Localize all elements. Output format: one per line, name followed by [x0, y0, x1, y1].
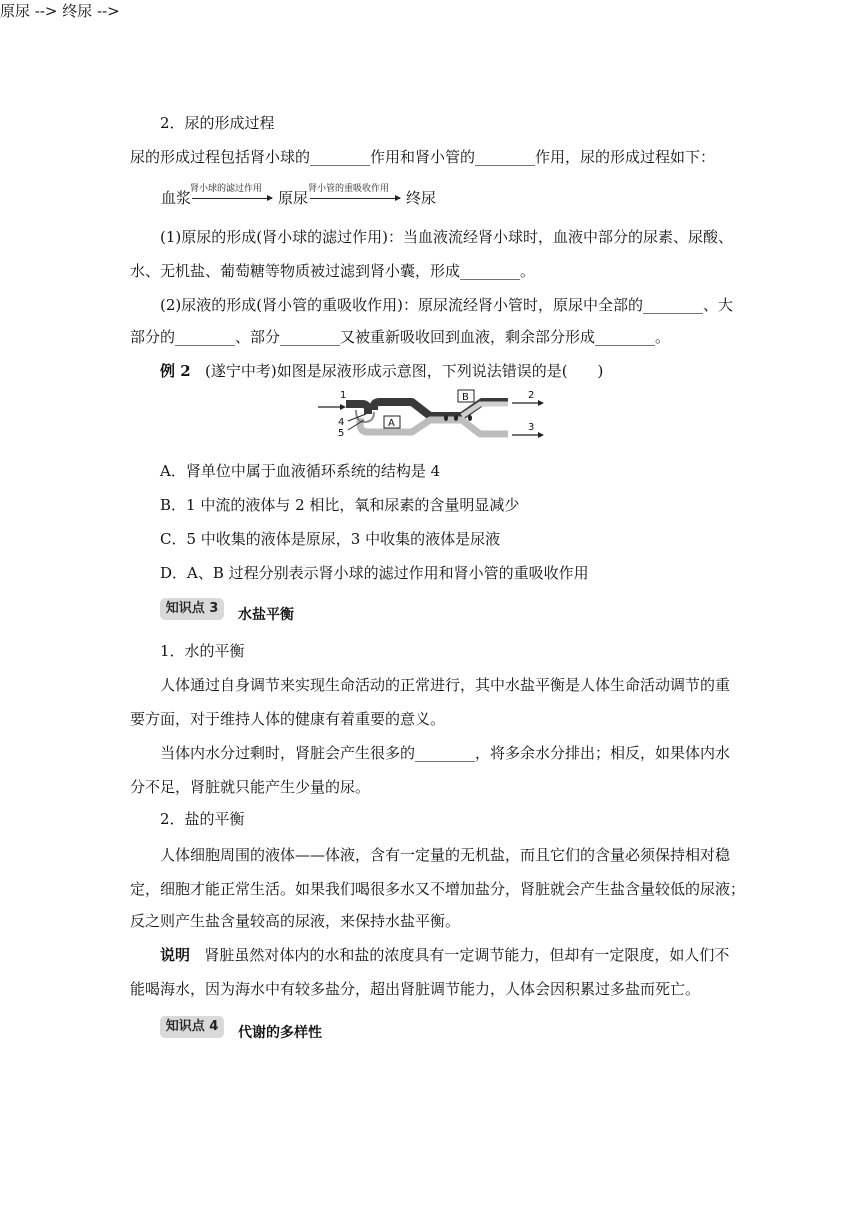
diagram-label-A: A	[388, 418, 395, 429]
option-b: B．1 中流的液体与 2 相比，氧和尿素的含量明显减少	[160, 496, 520, 514]
kp4-title: 代谢的多样性	[238, 1025, 322, 1041]
flow-start: 血浆	[161, 189, 192, 207]
flow-arrow-1	[192, 198, 272, 199]
nephron-svg	[312, 388, 572, 444]
salt-line3: 反之则产生盐含量较高的尿液，来保持水盐平衡。	[130, 912, 461, 930]
note-label: 说明	[160, 946, 191, 964]
diagram-label-B: B	[462, 392, 469, 403]
section-intro: 尿的形成过程包括肾小球的________作用和肾小管的________作用，尿的形成过程如下：	[130, 148, 716, 166]
example-text: (遂宁中考)如图是尿液形成示意图，下列说法错误的是( )	[204, 362, 604, 380]
point2-line1: (2)尿液的形成(肾小管的重吸收作用)：原尿流经肾小管时，原尿中全部的________、大	[160, 296, 733, 314]
example-label: 例 2	[160, 362, 191, 380]
note-text: 肾脏虽然对体内的水和盐的浓度具有一定调节能力，但却有一定限度，如人们不	[204, 946, 730, 964]
salt-line1: 人体细胞周围的液体——体液，含有一定量的无机盐，而且它们的含量必须保持相对稳	[160, 846, 731, 864]
diagram-label-1: 1	[340, 390, 347, 401]
water-p1-line1: 人体通过自身调节来实现生命活动的正常进行，其中水盐平衡是人体生命活动调节的重	[160, 676, 731, 694]
flow-end: 终尿	[406, 189, 437, 207]
water-p2-line1: 当体内水分过剩时，肾脏会产生很多的________，将多余水分排出；相反，如果体内水	[160, 744, 731, 762]
option-a: A．肾单位中属于血液循环系统的结构是 4	[160, 462, 441, 480]
point2-line2: 部分的________、部分________又被重新吸收回到血液，剩余部分形成________。	[130, 328, 671, 346]
section-heading: 2．尿的形成过程	[160, 114, 275, 132]
flow-arrow-2	[310, 198, 400, 199]
diagram-label-3: 3	[528, 422, 535, 433]
diagram-label-5: 5	[338, 428, 345, 439]
kp3-badge: 知识点 3	[160, 598, 224, 620]
salt-heading: 2．盐的平衡	[160, 810, 245, 828]
option-d: D．A、B 过程分别表示肾小球的滤过作用和肾小管的重吸收作用	[160, 564, 589, 582]
example-question	[160, 360, 603, 382]
water-heading: 1．水的平衡	[160, 642, 245, 660]
note-line1	[160, 944, 729, 966]
point1-line2: 水、无机盐、葡萄糖等物质被过滤到肾小囊，形成________。	[130, 262, 536, 280]
water-p1-line2: 要方面，对于维持人体的健康有着重要的意义。	[130, 710, 446, 728]
note-line2: 能喝海水，因为海水中有较多盐分，超出肾脏调节能力，人体会因积累过多盐而死亡。	[130, 980, 701, 998]
kp4-badge: 知识点 4	[160, 1016, 224, 1038]
diagram-label-4: 4	[338, 417, 345, 428]
kp3-title: 水盐平衡	[238, 607, 294, 623]
point1-line1: (1)原尿的形成(肾小球的滤过作用)：当血液流经肾小球时，血液中部分的尿素、尿酸、	[160, 228, 733, 246]
diagram-label-2: 2	[528, 390, 535, 401]
nephron-diagram	[312, 388, 572, 444]
flow-step1-label: 肾小球的滤过作用	[190, 184, 263, 194]
flow-middle: 原尿	[278, 189, 309, 207]
document-page: 2．尿的形成过程 尿的形成过程包括肾小球的________作用和肾小管的________作用，尿的形成过程如下： 原尿 --> 终尿 --> 血浆 肾小球的滤过作用 原尿 肾小管的重吸收作用 终尿 (1)原尿的形成(肾小球的滤过作用)：当血液流经肾小球时，血液中部分的尿素、尿酸、 水、无机盐、葡萄糖等物质被过滤到肾小囊，形成________。 (2)尿液的形成(肾小管的重吸收作用)：原尿流经肾小管时，原尿中全部的________、大 部分的________、部分________又被重新吸收回到血液，剩余部分形成________。 例 2 (遂宁中考)如图是尿液形成示意图，下列说法错误的是( ) 1 2 3 4 5 A B A．肾单位中属于血液循环系统的结构是 4 B．1 中流的液体与 2 相比，氧和尿素的含量明显减少 C．5 中收集的液体是原尿，3 中收集的液体是尿液 D．A、B 过程分别表示肾小球的滤过作用和肾小管的重吸收作用 知识点 3 水盐平衡 1．水的平衡 人体通过自身调节来实现生命活动的正常进行，其中水盐平衡是人体生命活动调节的重 要方面，对于维持人体的健康有着重要的意义。 当体内水分过剩时，肾脏会产生很多的________，将多余水分排出；相反，如果体内水 分不足，肾脏就只能产生少量的尿。 2．盐的平衡 人体细胞周围的液体——体液，含有一定量的无机盐，而且它们的含量必须保持相对稳 定，细胞才能正常生活。如果我们喝很多水又不增加盐分，肾脏就会产生盐含量较低的尿液； 反之则产生盐含量较高的尿液，来保持水盐平衡。 说明 肾脏虽然对体内的水和盐的浓度具有一定调节能力，但却有一定限度，如人们不 能喝海水，因为海水中有较多盐分，超出肾脏调节能力，人体会因积累过多盐而死亡。 知识点 4 代谢的多样性	[0, 2, 746, 1041]
salt-line2: 定，细胞才能正常生活。如果我们喝很多水又不增加盐分，肾脏就会产生盐含量较低的尿液；	[130, 880, 746, 898]
option-c: C．5 中收集的液体是原尿，3 中收集的液体是尿液	[160, 530, 501, 548]
water-p2-line2: 分不足，肾脏就只能产生少量的尿。	[130, 778, 371, 796]
flow-step2-label: 肾小管的重吸收作用	[308, 184, 390, 194]
